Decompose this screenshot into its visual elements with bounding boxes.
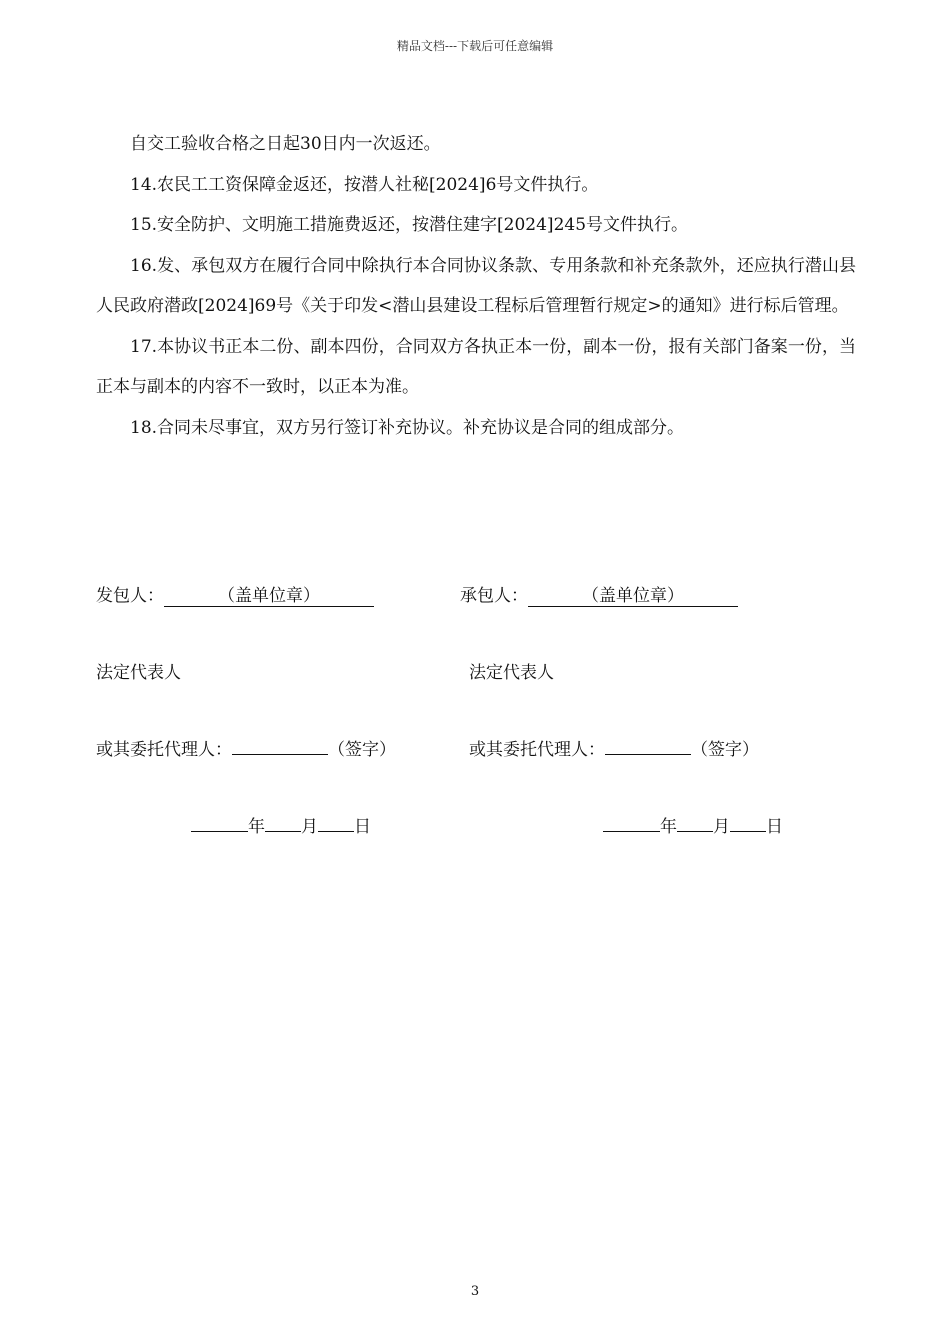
contractor-date — [603, 811, 783, 837]
employer-agent-label: 或其委托代理人： — [96, 740, 232, 760]
clause-15: 15.安全防护、文明施工措施费返还，按潜住建字[2024]245号文件执行。 — [130, 215, 689, 235]
employer-signature-line — [96, 581, 374, 607]
contractor-signature-line — [460, 581, 738, 607]
clause-16: 16.发、承包双方在履行合同中除执行本合同协议条款、专用条款和补充条款外，还应执行潜山县人民政府潜政[2024]69号《关于印发<潜山县建设工程标后管理暂行规定>的通知》进行标后管理。 — [96, 255, 856, 316]
employer-sign-note: （签字） — [328, 740, 396, 760]
employer-agent-field — [232, 734, 328, 755]
contractor-agent-label: 或其委托代理人： — [469, 740, 605, 760]
page-header: 精品文档---下载后可任意编辑 — [396, 39, 554, 53]
contractor-agent-line — [469, 734, 759, 760]
year-label: 年 — [248, 817, 265, 837]
contractor-label: 承包人： — [460, 586, 528, 606]
employer-agent-line — [96, 734, 396, 760]
contractor-seal-note: （盖单位章） — [582, 586, 684, 606]
employer-label: 发包人： — [96, 586, 164, 606]
clause-14: 14.农民工工资保障金返还，按潜人社秘[2024]6号文件执行。 — [130, 174, 599, 195]
employer-legal-rep: 法定代表人 — [96, 663, 181, 683]
contractor-seal-field — [528, 586, 738, 607]
employer-seal-note: （盖单位章） — [218, 586, 320, 606]
employer-date — [191, 811, 371, 837]
month-label: 月 — [713, 817, 730, 837]
clause-continuation: 自交工验收合格之日起30日内一次返还。 — [130, 134, 441, 154]
contractor-sign-note: （签字） — [691, 740, 759, 760]
day-label: 日 — [354, 817, 371, 837]
employer-seal-field — [164, 586, 374, 607]
clause-18: 18.合同未尽事宜，双方另行签订补充协议。补充协议是合同的组成部分。 — [130, 417, 685, 438]
day-label: 日 — [766, 817, 783, 837]
contract-body — [96, 124, 856, 448]
contractor-legal-rep: 法定代表人 — [469, 663, 554, 683]
clause-17: 17.本协议书正本二份、副本四份，合同双方各执正本一份，副本一份，报有关部门备案一份，当正本与副本的内容不一致时，以正本为准。 — [96, 336, 856, 397]
contractor-agent-field — [605, 734, 691, 755]
page-number: 3 — [470, 1284, 480, 1299]
year-label: 年 — [660, 817, 677, 837]
month-label: 月 — [301, 817, 318, 837]
